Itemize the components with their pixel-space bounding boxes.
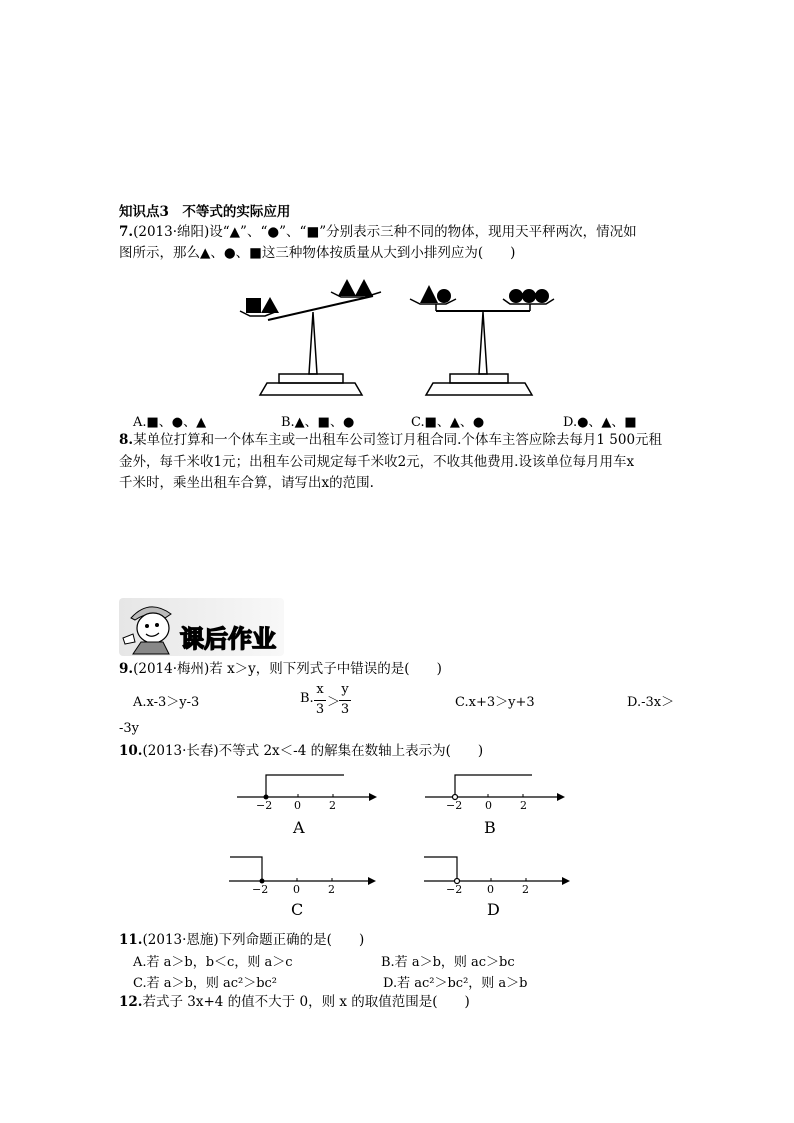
q11-option-d: D.若 ac²＞bc²，则 a＞b xyxy=(383,976,528,991)
d-tick-0: 0 xyxy=(487,883,494,896)
q7-number: 7. xyxy=(119,224,134,240)
q8-line3: 千米时，乘坐出租车合算，请写出x的范围. xyxy=(119,475,374,491)
q10-text: (2013·长春)不等式 2x＜-4 的解集在数轴上表示为( ) xyxy=(142,743,484,759)
q9-b-denominator-2: 3 xyxy=(340,702,350,717)
q7-line1 xyxy=(119,223,637,241)
q9-text: (2014·梅州)若 x＞y，则下列式子中错误的是( ) xyxy=(133,661,442,677)
q11-line xyxy=(119,931,364,949)
number-line-label-a: A xyxy=(293,818,305,837)
b-tick-2: 2 xyxy=(520,799,527,812)
b-tick-neg2: −2 xyxy=(446,799,463,812)
q10-number: 10. xyxy=(119,743,143,759)
q8-text1: 某单位打算和一个体车主或一出租车公司签订月租合同.个体车主答应除去每月1 500元租 xyxy=(133,432,663,448)
q12-line xyxy=(119,993,470,1011)
q11-option-a: A.若 a＞b，b＜c，则 a＞c xyxy=(133,955,293,970)
q8-number: 8. xyxy=(119,432,134,448)
q7-text1: (2013·绵阳)设“▲”、“●”、“■”分别表示三种不同的物体，现用天平秤两次，情况如 xyxy=(133,224,637,240)
q7-option-b: B.▲、■、● xyxy=(281,415,355,430)
a-tick-0: 0 xyxy=(294,799,301,812)
q9-b-numerator-y: y xyxy=(341,682,349,697)
q9-b-denominator-1: 3 xyxy=(315,702,325,717)
q7-line2: 图所示，那么▲、●、■这三种物体按质量从大到小排列应为( ) xyxy=(119,245,516,261)
c-tick-neg2: −2 xyxy=(252,883,269,896)
cartoon-boy-icon xyxy=(119,598,181,658)
q11-number: 11. xyxy=(119,932,143,948)
balance-scale-2 xyxy=(408,270,558,405)
q7-option-a: A.■、●、▲ xyxy=(133,415,207,430)
homework-title: 课后作业 xyxy=(180,625,276,653)
a-tick-2: 2 xyxy=(329,799,336,812)
d-tick-neg2: −2 xyxy=(446,883,463,896)
q9-option-a: A.x-3＞y-3 xyxy=(133,695,200,710)
q11-text: (2013·恩施)下列命题正确的是( ) xyxy=(142,932,365,948)
q9-line xyxy=(119,660,442,678)
c-tick-2: 2 xyxy=(328,883,335,896)
q9-option-c: C.x+3＞y+3 xyxy=(455,695,535,710)
section-heading: 知识点3 不等式的实际应用 xyxy=(119,204,291,220)
q12-number: 12. xyxy=(119,994,143,1010)
q12-text: 若式子 3x+4 的值不大于 0，则 x 的取值范围是( ) xyxy=(142,994,470,1010)
q11-option-c: C.若 a＞b，则 ac²＞bc² xyxy=(133,976,278,991)
d-tick-2: 2 xyxy=(522,883,529,896)
a-tick-neg2: −2 xyxy=(256,799,273,812)
q9-option-b-label: B. xyxy=(300,691,314,706)
q11-option-b: B.若 a＞b，则 ac＞bc xyxy=(381,955,515,970)
number-line-label-d: D xyxy=(487,900,500,919)
q8-line1 xyxy=(119,431,662,449)
q9-b-greater-than: ＞ xyxy=(327,695,341,710)
q10-line xyxy=(119,742,483,760)
c-tick-0: 0 xyxy=(293,883,300,896)
number-line-label-c: C xyxy=(291,900,304,919)
q9-option-d-part1: D.-3x＞ xyxy=(627,695,675,710)
balance-scale-1 xyxy=(235,270,385,405)
q9-b-numerator-x: x xyxy=(316,682,324,697)
q9-option-d-part2: -3y xyxy=(119,721,140,736)
q7-option-d: D.●、▲、■ xyxy=(563,415,637,430)
q8-line2: 金外，每千米收1元；出租车公司规定每千米收2元，不收其他费用.设该单位每月用车x xyxy=(119,454,635,470)
q9-number: 9. xyxy=(119,661,134,677)
q9-b-fraction-bar-2 xyxy=(339,700,351,701)
b-tick-0: 0 xyxy=(485,799,492,812)
q9-b-fraction-bar-1 xyxy=(314,700,326,701)
q7-option-c: C.■、▲、● xyxy=(411,415,485,430)
number-line-label-b: B xyxy=(484,818,496,837)
